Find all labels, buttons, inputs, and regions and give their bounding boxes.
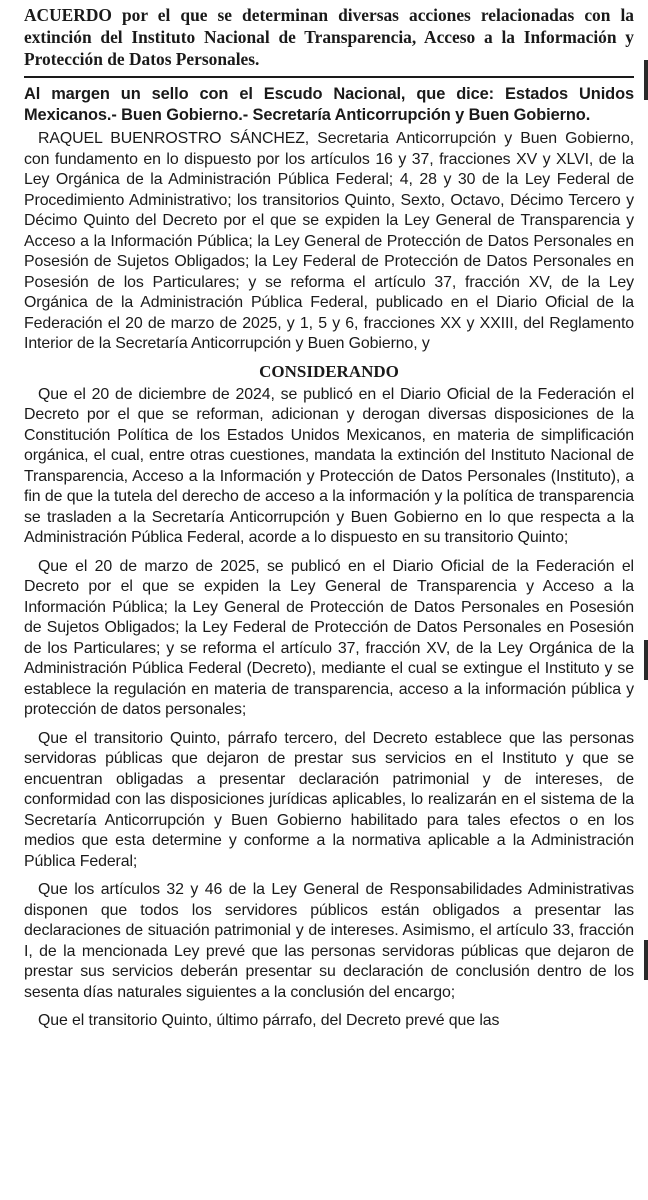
considerando-paragraph-1: Que el 20 de diciembre de 2024, se publicó en el Diario Oficial de la Federación el Decreto por el que se reforman, adicionan y derogan diversas disposiciones de la Constitución Política de los Estados Unidos Mexicanos, en materia de simplificación orgánica, el cual, entre otras cuestiones, mandata la extinción del Instituto Nacional de Transparencia, Acceso a la Información y Protección de Datos Personales (Instituto), a fin de que la tutela del derecho de acceso a la información y la política de transparencia se trasladen a la Secretaría Anticorrupción y Buen Gobierno en lo que respecta a la Administración Pública Federal, acorde a lo dispuesto en su transitorio Quinto;: [24, 385, 634, 546]
considerando-paragraph-2: Que el 20 de marzo de 2025, se publicó en el Diario Oficial de la Federación el Decreto por el que se expiden la Ley General de Transparencia y Acceso a la Información Pública; la Ley General de Protección de Datos Personales en Posesión de Sujetos Obligados; la Ley Federal de Protección de Datos Personales en Posesión de los Particulares; y se reforma el artículo 37, fracción XV, de la Ley Orgánica de la Administración Pública Federal (Decreto), mediante el cual se extingue el Instituto y se establece la regulación en materia de transparencia, acceso a la información pública y protección de datos personales;: [24, 557, 634, 718]
scan-edge-mark: [644, 940, 648, 980]
seal-note: Al margen un sello con el Escudo Nacional, que dice: Estados Unidos Mexicanos.- Buen Gobierno.- Secretaría Anticorrupción y Buen Gobierno.: [24, 85, 634, 124]
section-heading: CONSIDERANDO: [259, 361, 399, 381]
considerando-paragraph-5: Que el transitorio Quinto, último párrafo, del Decreto prevé que las: [38, 1012, 500, 1029]
scan-edge-mark: [644, 60, 648, 100]
considerando-paragraph-4: Que los artículos 32 y 46 de la Ley General de Responsabilidades Administrativas disponen que todos los servidores públicos están obligados a presentar las declaraciones de situación patrimonial y de intereses. Asimismo, el artículo 33, fracción I, de la mencionada Ley prevé que las personas servidoras públicas que dejaron de prestar sus servicios deberán presentar su declaración de conclusión dentro de los sesenta días naturales siguientes a la conclusión del encargo;: [24, 881, 634, 1001]
title-divider: [24, 76, 634, 78]
scan-edge-mark: [644, 640, 648, 680]
preamble-paragraph: RAQUEL BUENROSTRO SÁNCHEZ, Secretaria Anticorrupción y Buen Gobierno, con fundamento en lo dispuesto por los artículos 16 y 37, fracciones XV y XLVI, de la Ley Orgánica de la Administración Pública Federal; 4, 28 y 30 de la Ley Federal de Procedimiento Administrativo; los transitorios Quinto, Sexto, Octavo, Décimo Tercero y Décimo Quinto del Decreto por el que se expiden la Ley General de Transparencia y Acceso a la Información Pública; la Ley General de Protección de Datos Personales en Posesión de Sujetos Obligados; la Ley Federal de Protección de Datos Personales en Posesión de los Particulares; y se reforma el artículo 37, fracción XV, de la Ley Orgánica de la Administración Pública Federal, publicado en el Diario Oficial de la Federación el 20 de marzo de 2025, y 1, 5 y 6, fracciones XX y XXIII, del Reglamento Interior de la Secretaría Anticorrupción y Buen Gobierno, y: [24, 130, 634, 352]
document-page: [24, 0, 634, 1040]
considerando-paragraph-3: Que el transitorio Quinto, párrafo tercero, del Decreto establece que las personas servidoras públicas que dejaron de prestar sus servicios en el Instituto y que se encuentran obligadas a presentar declaración patrimonial y de intereses, de conformidad con las disposiciones jurídicas aplicables, lo realizarán en el sistema de la Secretaría Anticorrupción y Buen Gobierno habilitado para tales efectos o en los medios que esta determine y conforme a la normativa aplicable a la Administración Pública Federal;: [24, 729, 634, 870]
document-title: ACUERDO por el que se determinan diversas acciones relacionadas con la extinción del Instituto Nacional de Transparencia, Acceso a la Información y Protección de Datos Personales.: [24, 5, 634, 69]
